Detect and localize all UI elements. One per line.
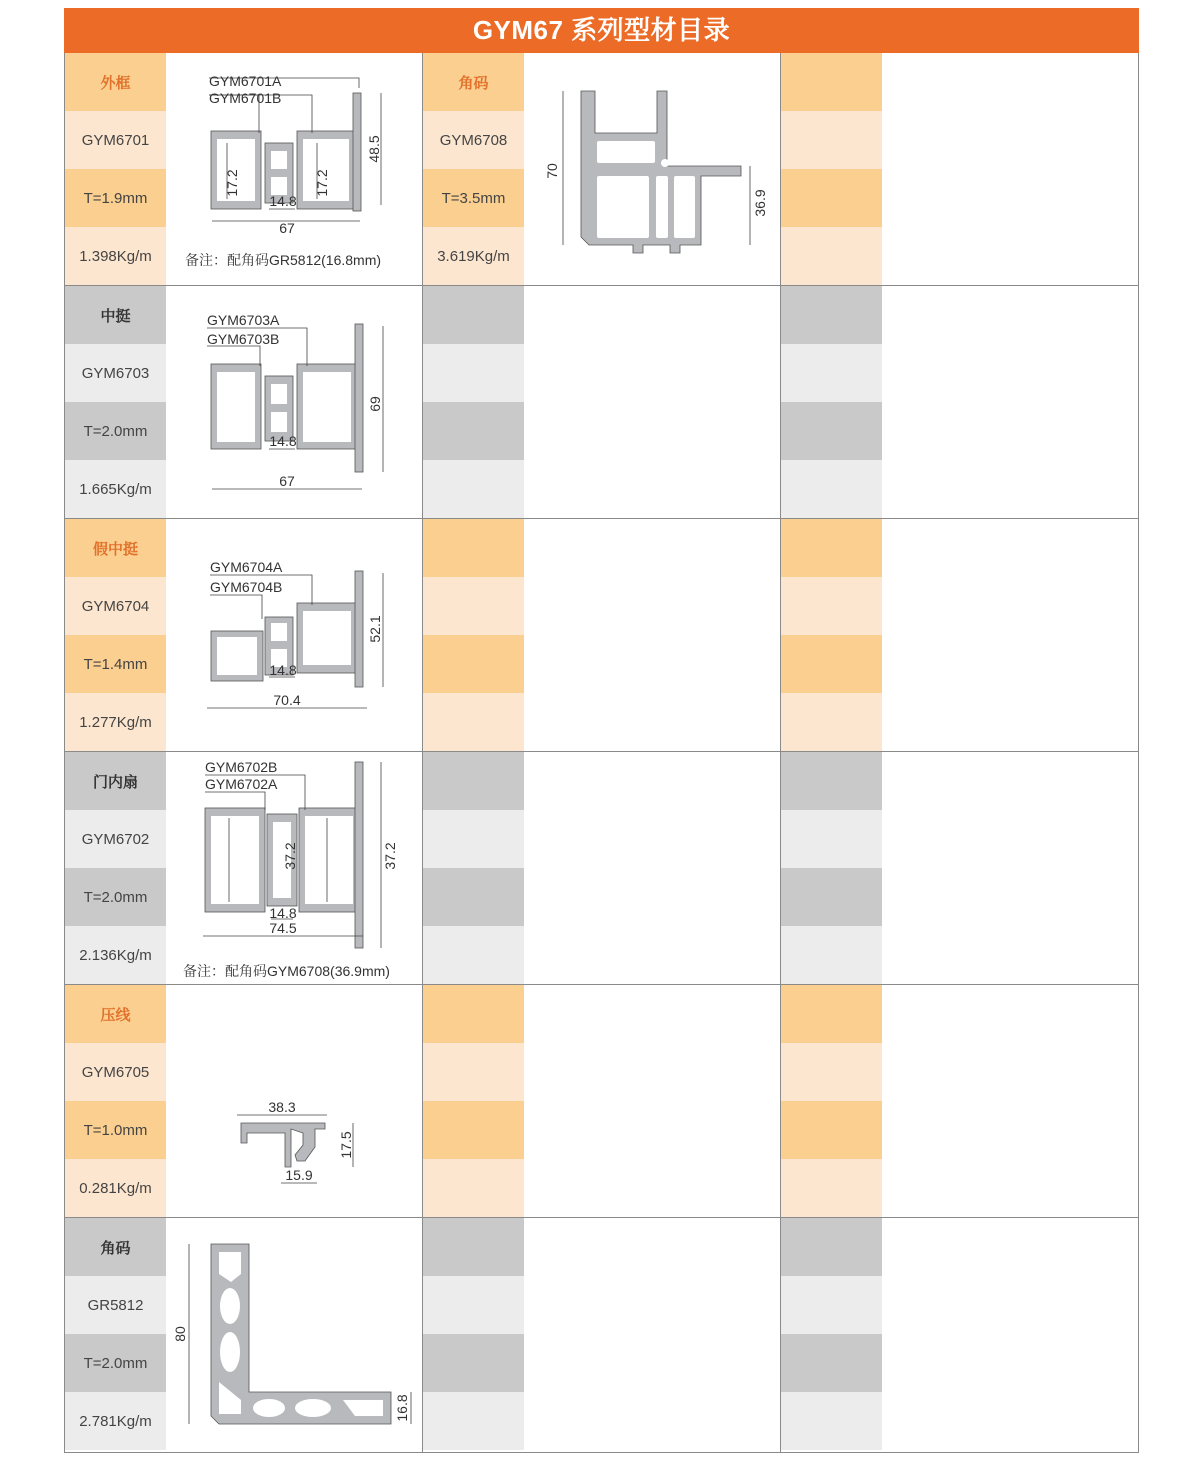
dim-height: 70 [544, 163, 560, 179]
empty-cell [781, 227, 882, 285]
empty-cell [423, 519, 524, 577]
empty-cell [781, 1334, 882, 1392]
dim-bridge: 14.8 [269, 433, 297, 449]
empty-cell [781, 693, 882, 751]
corner-bracket-diagram [167, 1218, 422, 1450]
dim-height: 17.5 [338, 1131, 354, 1159]
empty-cell [423, 868, 524, 926]
profile-type: 假中挺 [65, 519, 166, 577]
part-a-label: GYM6702B [205, 759, 278, 775]
part-a-label: GYM6701A [209, 73, 282, 89]
profile-note: 备注：配角码GR5812(16.8mm) [185, 252, 382, 268]
empty-cell [423, 577, 524, 635]
part-b-label: GYM6701B [209, 90, 282, 106]
row-section-3 [65, 519, 1139, 752]
empty-cell [423, 1101, 524, 1159]
empty-cell [781, 111, 882, 169]
row-section-5 [65, 985, 1139, 1218]
empty-label-column [423, 519, 524, 751]
dim-height: 48.5 [366, 135, 382, 163]
empty-cell [781, 926, 882, 984]
profile-label-column [423, 53, 524, 285]
page-title: GYM67 系列型材目录 [64, 8, 1139, 53]
empty-label-column [781, 752, 882, 984]
empty-cell [781, 1276, 882, 1334]
row-section-6 [65, 1218, 1139, 1451]
profile-type: 角码 [423, 53, 524, 111]
empty-label-column [423, 985, 524, 1217]
empty-cell [423, 926, 524, 984]
empty-cell [423, 286, 524, 344]
part-b-label: GYM6703B [207, 331, 280, 347]
profile-type: 压线 [65, 985, 166, 1043]
profile-drawing-gym6708 [525, 53, 780, 285]
empty-cell [423, 1218, 524, 1276]
dim-depth: 16.8 [394, 1394, 410, 1422]
dim-d1: 17.2 [224, 169, 240, 197]
empty-cell [781, 1218, 882, 1276]
profile-drawing-gym6704 [167, 519, 422, 751]
dim-top: 38.3 [268, 1099, 296, 1115]
profile-diagram [167, 286, 422, 518]
profile-label-column [65, 985, 166, 1217]
profile-label-column [65, 53, 166, 285]
dim-d2: 17.2 [314, 169, 330, 197]
empty-cell [423, 344, 524, 402]
profile-weight: 3.619Kg/m [423, 227, 524, 285]
profile-weight: 1.277Kg/m [65, 693, 166, 751]
profile-label-column [65, 286, 166, 518]
profile-weight: 2.781Kg/m [65, 1392, 166, 1450]
dim-width: 67 [279, 473, 295, 489]
profile-drawing-gr5812 [167, 1218, 422, 1450]
dim-depth: 36.9 [752, 189, 768, 217]
empty-cell [781, 1101, 882, 1159]
empty-label-column [423, 1218, 524, 1450]
row-section-1 [65, 53, 1139, 286]
empty-cell [781, 169, 882, 227]
empty-cell [781, 752, 882, 810]
profile-label-column [65, 519, 166, 751]
empty-label-column [781, 1218, 882, 1450]
empty-cell [423, 1159, 524, 1217]
profile-weight: 2.136Kg/m [65, 926, 166, 984]
dim-d2: 37.2 [382, 842, 398, 870]
empty-cell [423, 402, 524, 460]
profile-weight: 0.281Kg/m [65, 1159, 166, 1217]
empty-cell [781, 1159, 882, 1217]
dim-bridge: 14.8 [269, 905, 297, 921]
empty-cell [781, 868, 882, 926]
empty-cell [781, 635, 882, 693]
profile-weight: 1.398Kg/m [65, 227, 166, 285]
catalog-page [64, 8, 1139, 1453]
profile-diagram [167, 752, 422, 984]
part-b-label: GYM6704B [210, 579, 283, 595]
profile-thickness: T=2.0mm [65, 1334, 166, 1392]
row-section-2 [65, 286, 1139, 519]
profile-thickness: T=3.5mm [423, 169, 524, 227]
profile-drawing-gym6702 [167, 752, 422, 984]
profile-type: 角码 [65, 1218, 166, 1276]
profile-thickness: T=1.0mm [65, 1101, 166, 1159]
empty-label-column [423, 752, 524, 984]
empty-cell [423, 1334, 524, 1392]
profile-type: 门内扇 [65, 752, 166, 810]
empty-cell [423, 1276, 524, 1334]
profile-thickness: T=2.0mm [65, 868, 166, 926]
profile-thickness: T=2.0mm [65, 402, 166, 460]
empty-cell [423, 1392, 524, 1450]
empty-label-column [781, 985, 882, 1217]
empty-cell [423, 1043, 524, 1101]
empty-label-column [423, 286, 524, 518]
empty-cell [423, 752, 524, 810]
dim-height: 52.1 [367, 615, 383, 643]
profile-grid [64, 53, 1139, 1453]
dim-height: 69 [367, 396, 383, 412]
dim-bridge: 14.8 [269, 193, 297, 209]
dim-width: 70.4 [273, 692, 301, 708]
empty-cell [781, 519, 882, 577]
profile-drawing-gym6701 [167, 53, 422, 285]
profile-label-column [65, 1218, 166, 1450]
profile-code: GYM6705 [65, 1043, 166, 1101]
empty-cell [781, 53, 882, 111]
empty-cell [781, 810, 882, 868]
empty-cell [781, 344, 882, 402]
empty-cell [781, 286, 882, 344]
profile-diagram [167, 519, 422, 751]
profile-note: 备注：配角码GYM6708(36.9mm) [183, 963, 390, 979]
empty-cell [781, 1043, 882, 1101]
profile-thickness: T=1.9mm [65, 169, 166, 227]
row-section-4 [65, 752, 1139, 985]
dim-bridge: 14.8 [269, 662, 297, 678]
glazing-bead-diagram [167, 985, 422, 1217]
part-b-label: GYM6702A [205, 776, 278, 792]
profile-drawing-gym6705 [167, 985, 422, 1217]
empty-cell [423, 693, 524, 751]
empty-cell [781, 460, 882, 518]
empty-cell [781, 985, 882, 1043]
profile-code: GYM6704 [65, 577, 166, 635]
empty-cell [423, 810, 524, 868]
empty-cell [781, 577, 882, 635]
profile-code: GYM6702 [65, 810, 166, 868]
dim-bottom: 15.9 [285, 1167, 313, 1183]
part-a-label: GYM6704A [210, 559, 283, 575]
empty-cell [423, 985, 524, 1043]
dim-height: 80 [172, 1326, 188, 1342]
dim-width: 67 [279, 220, 295, 236]
corner-bracket-diagram [525, 53, 780, 285]
empty-cell [781, 1392, 882, 1450]
profile-type: 中挺 [65, 286, 166, 344]
profile-drawing-gym6703 [167, 286, 422, 518]
profile-thickness: T=1.4mm [65, 635, 166, 693]
profile-weight: 1.665Kg/m [65, 460, 166, 518]
empty-cell [423, 635, 524, 693]
profile-code: GR5812 [65, 1276, 166, 1334]
profile-code: GYM6703 [65, 344, 166, 402]
empty-label-column [781, 519, 882, 751]
profile-label-column [65, 752, 166, 984]
dim-width: 74.5 [269, 920, 297, 936]
empty-label-column [781, 286, 882, 518]
empty-label-column [781, 53, 882, 285]
empty-cell [423, 460, 524, 518]
dim-d1: 37.2 [282, 842, 298, 870]
profile-type: 外框 [65, 53, 166, 111]
empty-cell [781, 402, 882, 460]
part-a-label: GYM6703A [207, 312, 280, 328]
profile-code: GYM6701 [65, 111, 166, 169]
profile-code: GYM6708 [423, 111, 524, 169]
